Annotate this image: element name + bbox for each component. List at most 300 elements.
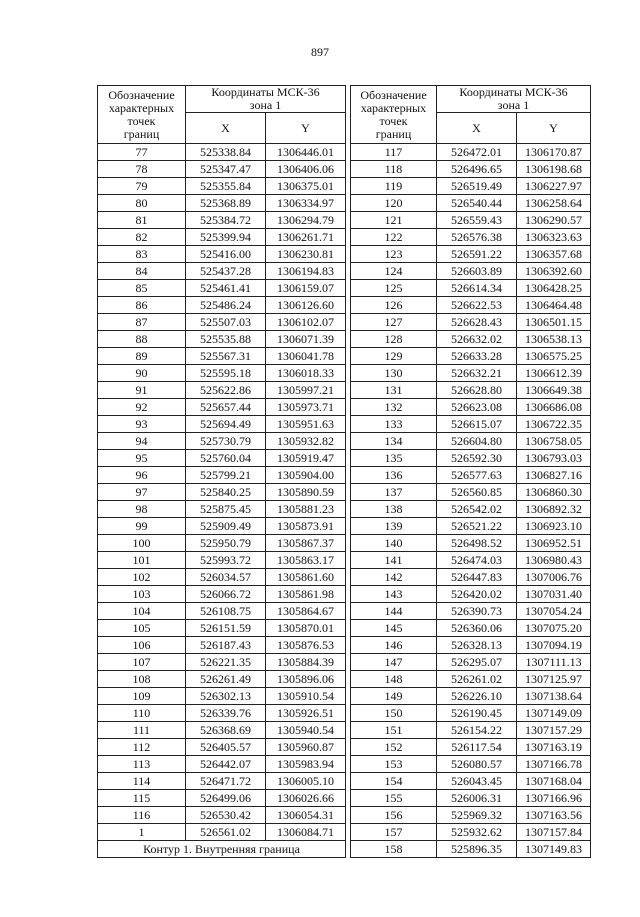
table-row (351, 569, 591, 586)
point-number-cell: 151 (351, 722, 437, 739)
x-coordinate-cell: 526521.22 (437, 518, 517, 535)
x-coordinate-cell: 526622.53 (437, 297, 517, 314)
point-number-cell: 77 (98, 144, 186, 161)
table-row (351, 654, 591, 671)
y-coordinate-cell: 1306194.83 (266, 263, 346, 280)
point-number-cell: 82 (98, 229, 186, 246)
y-coordinate-cell: 1305861.60 (266, 569, 346, 586)
x-coordinate-cell: 526592.30 (437, 450, 517, 467)
x-coordinate-cell: 526154.22 (437, 722, 517, 739)
x-coordinate-cell: 526519.49 (437, 178, 517, 195)
x-coordinate-cell: 526190.45 (437, 705, 517, 722)
point-number-cell: 80 (98, 195, 186, 212)
point-number-cell: 121 (351, 212, 437, 229)
table-row (351, 739, 591, 756)
y-coordinate-cell: 1306406.06 (266, 161, 346, 178)
y-coordinate-cell: 1306290.57 (517, 212, 591, 229)
y-coordinate-cell: 1306261.71 (266, 229, 346, 246)
y-coordinate-cell: 1306005.10 (266, 773, 346, 790)
y-coordinate-cell: 1306892.32 (517, 501, 591, 518)
y-coordinate-cell: 1305910.54 (266, 688, 346, 705)
y-coordinate-cell: 1306923.10 (517, 518, 591, 535)
table-row (98, 620, 346, 637)
x-coordinate-cell: 525896.35 (437, 841, 517, 858)
y-coordinate-cell: 1307138.64 (517, 688, 591, 705)
y-coordinate-cell: 1306126.60 (266, 297, 346, 314)
y-coordinate-cell: 1307157.29 (517, 722, 591, 739)
table-row (351, 314, 591, 331)
x-coordinate-cell: 525384.72 (186, 212, 266, 229)
x-coordinate-cell: 525416.00 (186, 246, 266, 263)
table-row (351, 348, 591, 365)
y-coordinate-cell: 1305997.21 (266, 382, 346, 399)
point-number-cell: 125 (351, 280, 437, 297)
x-coordinate-cell: 525840.25 (186, 484, 266, 501)
x-coordinate-cell: 526628.43 (437, 314, 517, 331)
y-coordinate-cell: 1305881.23 (266, 501, 346, 518)
table-row (351, 399, 591, 416)
y-coordinate-cell: 1307163.56 (517, 807, 591, 824)
x-coordinate-cell: 526496.65 (437, 161, 517, 178)
table-row (98, 450, 346, 467)
y-coordinate-cell: 1305870.01 (266, 620, 346, 637)
x-coordinate-cell: 526442.07 (186, 756, 266, 773)
table-row (351, 144, 591, 161)
y-coordinate-cell: 1307163.19 (517, 739, 591, 756)
x-coordinate-cell: 525993.72 (186, 552, 266, 569)
contour-caption: Контур 1. Внутренняя граница (98, 841, 346, 858)
table-row (98, 807, 346, 824)
x-coordinate-cell: 525338.84 (186, 144, 266, 161)
table-row (351, 620, 591, 637)
x-coordinate-cell: 526080.57 (437, 756, 517, 773)
x-coordinate-cell: 526576.38 (437, 229, 517, 246)
point-number-cell: 114 (98, 773, 186, 790)
point-number-cell: 148 (351, 671, 437, 688)
point-number-cell: 131 (351, 382, 437, 399)
point-number-cell: 145 (351, 620, 437, 637)
x-coordinate-cell: 526628.80 (437, 382, 517, 399)
table-row (351, 688, 591, 705)
y-coordinate-cell: 1305960.87 (266, 739, 346, 756)
x-coordinate-cell: 525932.62 (437, 824, 517, 841)
table-row (98, 688, 346, 705)
table-row (98, 501, 346, 518)
table-row (98, 654, 346, 671)
y-coordinate-cell: 1307006.76 (517, 569, 591, 586)
table-row (351, 722, 591, 739)
point-number-cell: 89 (98, 348, 186, 365)
y-coordinate-cell: 1306428.25 (517, 280, 591, 297)
point-number-cell: 157 (351, 824, 437, 841)
point-number-cell: 88 (98, 331, 186, 348)
x-coordinate-cell: 526151.59 (186, 620, 266, 637)
point-number-cell: 126 (351, 297, 437, 314)
x-coordinate-cell: 526390.73 (437, 603, 517, 620)
y-coordinate-cell: 1306102.07 (266, 314, 346, 331)
table-row (351, 501, 591, 518)
table-row (98, 824, 346, 841)
x-coordinate-cell: 526560.85 (437, 484, 517, 501)
y-coordinate-cell: 1305867.37 (266, 535, 346, 552)
table-row (98, 484, 346, 501)
point-number-cell: 79 (98, 178, 186, 195)
point-number-cell: 104 (98, 603, 186, 620)
point-number-cell: 109 (98, 688, 186, 705)
x-coordinate-cell: 525622.86 (186, 382, 266, 399)
table-row (98, 314, 346, 331)
point-number-cell: 119 (351, 178, 437, 195)
x-coordinate-cell: 526540.44 (437, 195, 517, 212)
y-coordinate-cell: 1306170.87 (517, 144, 591, 161)
y-coordinate-cell: 1306612.39 (517, 365, 591, 382)
table-row (98, 246, 346, 263)
point-number-cell: 111 (98, 722, 186, 739)
y-coordinate-cell: 1306230.81 (266, 246, 346, 263)
table-row (351, 824, 591, 841)
point-number-cell: 95 (98, 450, 186, 467)
point-number-cell: 101 (98, 552, 186, 569)
coordinates-table-left (97, 85, 346, 858)
point-number-cell: 120 (351, 195, 437, 212)
y-coordinate-cell: 1307125.97 (517, 671, 591, 688)
table-row (98, 433, 346, 450)
table-row (98, 382, 346, 399)
table-row (351, 603, 591, 620)
y-coordinate-cell: 1307031.40 (517, 586, 591, 603)
point-number-cell: 103 (98, 586, 186, 603)
x-coordinate-cell: 526006.31 (437, 790, 517, 807)
point-number-cell: 105 (98, 620, 186, 637)
table-row (351, 161, 591, 178)
point-number-cell: 137 (351, 484, 437, 501)
y-coordinate-cell: 1306686.08 (517, 399, 591, 416)
table-row (98, 756, 346, 773)
x-coordinate-cell: 525368.89 (186, 195, 266, 212)
point-number-cell: 110 (98, 705, 186, 722)
y-coordinate-cell: 1305904.00 (266, 467, 346, 484)
coordinates-table-right (350, 85, 591, 858)
point-number-cell: 100 (98, 535, 186, 552)
y-coordinate-cell: 1306159.07 (266, 280, 346, 297)
x-coordinate-cell: 526632.21 (437, 365, 517, 382)
point-number-cell: 128 (351, 331, 437, 348)
x-coordinate-cell: 526498.52 (437, 535, 517, 552)
y-coordinate-cell: 1306501.15 (517, 314, 591, 331)
table-row (98, 552, 346, 569)
point-number-cell: 142 (351, 569, 437, 586)
table-row (98, 212, 346, 229)
x-coordinate-cell: 526623.08 (437, 399, 517, 416)
x-coordinate-cell: 526302.13 (186, 688, 266, 705)
x-coordinate-cell: 526034.57 (186, 569, 266, 586)
x-coordinate-cell: 525355.84 (186, 178, 266, 195)
point-number-cell: 156 (351, 807, 437, 824)
point-number-cell: 112 (98, 739, 186, 756)
x-coordinate-cell: 525535.88 (186, 331, 266, 348)
y-coordinate-cell: 1306071.39 (266, 331, 346, 348)
table-row (98, 178, 346, 195)
y-coordinate-cell: 1305863.17 (266, 552, 346, 569)
y-coordinate-cell: 1305876.53 (266, 637, 346, 654)
x-coordinate-cell: 526577.63 (437, 467, 517, 484)
table-row (351, 790, 591, 807)
table-row (351, 450, 591, 467)
x-coordinate-cell: 525461.41 (186, 280, 266, 297)
x-coordinate-cell: 526360.06 (437, 620, 517, 637)
table-row (351, 212, 591, 229)
x-coordinate-cell: 526405.57 (186, 739, 266, 756)
y-coordinate-cell: 1305919.47 (266, 450, 346, 467)
point-number-cell: 116 (98, 807, 186, 824)
x-coordinate-cell: 526339.76 (186, 705, 266, 722)
y-coordinate-cell: 1306041.78 (266, 348, 346, 365)
x-coordinate-cell: 526471.72 (186, 773, 266, 790)
x-coordinate-cell: 525909.49 (186, 518, 266, 535)
x-coordinate-cell: 526603.89 (437, 263, 517, 280)
x-coordinate-cell: 526591.22 (437, 246, 517, 263)
y-coordinate-cell: 1305926.51 (266, 705, 346, 722)
coords-title-header: Координаты МСК-36 зона 1 (437, 86, 591, 113)
table-row (98, 348, 346, 365)
point-number-cell: 132 (351, 399, 437, 416)
table-row (351, 807, 591, 824)
x-coordinate-cell: 525595.18 (186, 365, 266, 382)
point-number-cell: 107 (98, 654, 186, 671)
x-coordinate-cell: 526226.10 (437, 688, 517, 705)
x-coordinate-cell: 525507.03 (186, 314, 266, 331)
x-coordinate-cell: 526530.42 (186, 807, 266, 824)
table-row (98, 773, 346, 790)
point-number-cell: 133 (351, 416, 437, 433)
point-number-cell: 147 (351, 654, 437, 671)
point-number-cell: 1 (98, 824, 186, 841)
point-number-cell: 143 (351, 586, 437, 603)
point-number-cell: 158 (351, 841, 437, 858)
table-row (98, 161, 346, 178)
x-coordinate-cell: 525694.49 (186, 416, 266, 433)
x-coordinate-cell: 526043.45 (437, 773, 517, 790)
y-coordinate-cell: 1305940.54 (266, 722, 346, 739)
point-number-cell: 113 (98, 756, 186, 773)
table-row (351, 365, 591, 382)
y-coordinate-cell: 1305951.63 (266, 416, 346, 433)
table-row (351, 756, 591, 773)
point-number-cell: 153 (351, 756, 437, 773)
table-row (351, 484, 591, 501)
table-row (98, 603, 346, 620)
y-coordinate-cell: 1306357.68 (517, 246, 591, 263)
y-coordinate-cell: 1306258.64 (517, 195, 591, 212)
y-coordinate-cell: 1306334.97 (266, 195, 346, 212)
point-number-cell: 87 (98, 314, 186, 331)
point-number-cell: 98 (98, 501, 186, 518)
table-row (351, 467, 591, 484)
table-row (98, 569, 346, 586)
y-coordinate-cell: 1305890.59 (266, 484, 346, 501)
x-coordinate-cell: 526561.02 (186, 824, 266, 841)
point-number-cell: 140 (351, 535, 437, 552)
y-coordinate-cell: 1305932.82 (266, 433, 346, 450)
y-coordinate-cell: 1307157.84 (517, 824, 591, 841)
table-row (351, 246, 591, 263)
x-coordinate-cell: 526615.07 (437, 416, 517, 433)
table-row (98, 722, 346, 739)
y-coordinate-cell: 1306392.60 (517, 263, 591, 280)
point-number-cell: 93 (98, 416, 186, 433)
table-row (98, 739, 346, 756)
table-row (351, 178, 591, 195)
x-coordinate-cell: 526614.34 (437, 280, 517, 297)
point-number-cell: 123 (351, 246, 437, 263)
point-number-cell: 97 (98, 484, 186, 501)
point-label-header: Обозначение характерных точек границ (351, 86, 437, 144)
y-column-header: Y (266, 113, 346, 144)
x-coordinate-cell: 526066.72 (186, 586, 266, 603)
y-coordinate-cell: 1307168.04 (517, 773, 591, 790)
y-coordinate-cell: 1306446.01 (266, 144, 346, 161)
point-number-cell: 106 (98, 637, 186, 654)
y-column-header: Y (517, 113, 591, 144)
y-coordinate-cell: 1306649.38 (517, 382, 591, 399)
x-coordinate-cell: 525760.04 (186, 450, 266, 467)
y-coordinate-cell: 1306860.30 (517, 484, 591, 501)
point-number-cell: 102 (98, 569, 186, 586)
table-row (351, 671, 591, 688)
point-number-cell: 91 (98, 382, 186, 399)
table-row (98, 671, 346, 688)
table-row (98, 399, 346, 416)
y-coordinate-cell: 1307075.20 (517, 620, 591, 637)
x-coordinate-cell: 525567.31 (186, 348, 266, 365)
y-coordinate-cell: 1305864.67 (266, 603, 346, 620)
y-coordinate-cell: 1305861.98 (266, 586, 346, 603)
x-coordinate-cell: 526261.02 (437, 671, 517, 688)
point-number-cell: 150 (351, 705, 437, 722)
y-coordinate-cell: 1306375.01 (266, 178, 346, 195)
point-number-cell: 81 (98, 212, 186, 229)
table-row (98, 705, 346, 722)
table-row (351, 331, 591, 348)
x-coordinate-cell: 526187.43 (186, 637, 266, 654)
x-coordinate-cell: 525657.44 (186, 399, 266, 416)
x-coordinate-cell: 526447.83 (437, 569, 517, 586)
table-row (351, 382, 591, 399)
y-coordinate-cell: 1306827.16 (517, 467, 591, 484)
point-number-cell: 129 (351, 348, 437, 365)
y-coordinate-cell: 1306323.63 (517, 229, 591, 246)
point-number-cell: 94 (98, 433, 186, 450)
y-coordinate-cell: 1305973.71 (266, 399, 346, 416)
y-coordinate-cell: 1306722.35 (517, 416, 591, 433)
y-coordinate-cell: 1306793.03 (517, 450, 591, 467)
y-coordinate-cell: 1307111.13 (517, 654, 591, 671)
y-coordinate-cell: 1306294.79 (266, 212, 346, 229)
table-row (98, 416, 346, 433)
x-coordinate-cell: 526559.43 (437, 212, 517, 229)
x-coordinate-cell: 526295.07 (437, 654, 517, 671)
point-number-cell: 135 (351, 450, 437, 467)
point-number-cell: 117 (351, 144, 437, 161)
table-row (98, 280, 346, 297)
y-coordinate-cell: 1306198.68 (517, 161, 591, 178)
table-row (351, 263, 591, 280)
table-row (98, 518, 346, 535)
table-row (98, 467, 346, 484)
table-row (98, 195, 346, 212)
table-row (98, 297, 346, 314)
table-row (98, 144, 346, 161)
page-number: 897 (311, 45, 329, 59)
table-row (351, 637, 591, 654)
coords-title-header: Координаты МСК-36 зона 1 (186, 86, 346, 113)
table-row (351, 773, 591, 790)
x-coordinate-cell: 526499.06 (186, 790, 266, 807)
point-label-header: Обозначение характерных точек границ (98, 86, 186, 144)
table-row (351, 552, 591, 569)
x-coordinate-cell: 525875.45 (186, 501, 266, 518)
point-number-cell: 154 (351, 773, 437, 790)
x-coordinate-cell: 526261.49 (186, 671, 266, 688)
table-row (98, 331, 346, 348)
point-number-cell: 118 (351, 161, 437, 178)
y-coordinate-cell: 1306054.31 (266, 807, 346, 824)
y-coordinate-cell: 1306980.43 (517, 552, 591, 569)
y-coordinate-cell: 1306018.33 (266, 365, 346, 382)
y-coordinate-cell: 1307054.24 (517, 603, 591, 620)
table-row (351, 586, 591, 603)
point-number-cell: 90 (98, 365, 186, 382)
point-number-cell: 108 (98, 671, 186, 688)
y-coordinate-cell: 1307149.09 (517, 705, 591, 722)
x-coordinate-cell: 526632.02 (437, 331, 517, 348)
point-number-cell: 141 (351, 552, 437, 569)
x-coordinate-cell: 526108.75 (186, 603, 266, 620)
point-number-cell: 136 (351, 467, 437, 484)
table-row (98, 586, 346, 603)
point-number-cell: 83 (98, 246, 186, 263)
x-coordinate-cell: 525486.24 (186, 297, 266, 314)
y-coordinate-cell: 1307094.19 (517, 637, 591, 654)
table-row (98, 637, 346, 654)
y-coordinate-cell: 1307166.96 (517, 790, 591, 807)
x-coordinate-cell: 526221.35 (186, 654, 266, 671)
x-coordinate-cell: 525950.79 (186, 535, 266, 552)
x-coordinate-cell: 526117.54 (437, 739, 517, 756)
x-coordinate-cell: 526472.01 (437, 144, 517, 161)
point-number-cell: 130 (351, 365, 437, 382)
y-coordinate-cell: 1305873.91 (266, 518, 346, 535)
table-row (351, 297, 591, 314)
x-coordinate-cell: 525799.21 (186, 467, 266, 484)
x-coordinate-cell: 526542.02 (437, 501, 517, 518)
table-row (351, 416, 591, 433)
point-number-cell: 84 (98, 263, 186, 280)
table-row (351, 518, 591, 535)
table-row (351, 195, 591, 212)
table-row (98, 263, 346, 280)
point-number-cell: 127 (351, 314, 437, 331)
table-row (351, 535, 591, 552)
y-coordinate-cell: 1307166.78 (517, 756, 591, 773)
x-column-header: X (186, 113, 266, 144)
y-coordinate-cell: 1307149.83 (517, 841, 591, 858)
point-number-cell: 92 (98, 399, 186, 416)
y-coordinate-cell: 1305983.94 (266, 756, 346, 773)
table-row (98, 535, 346, 552)
y-coordinate-cell: 1306084.71 (266, 824, 346, 841)
x-coordinate-cell: 526368.69 (186, 722, 266, 739)
